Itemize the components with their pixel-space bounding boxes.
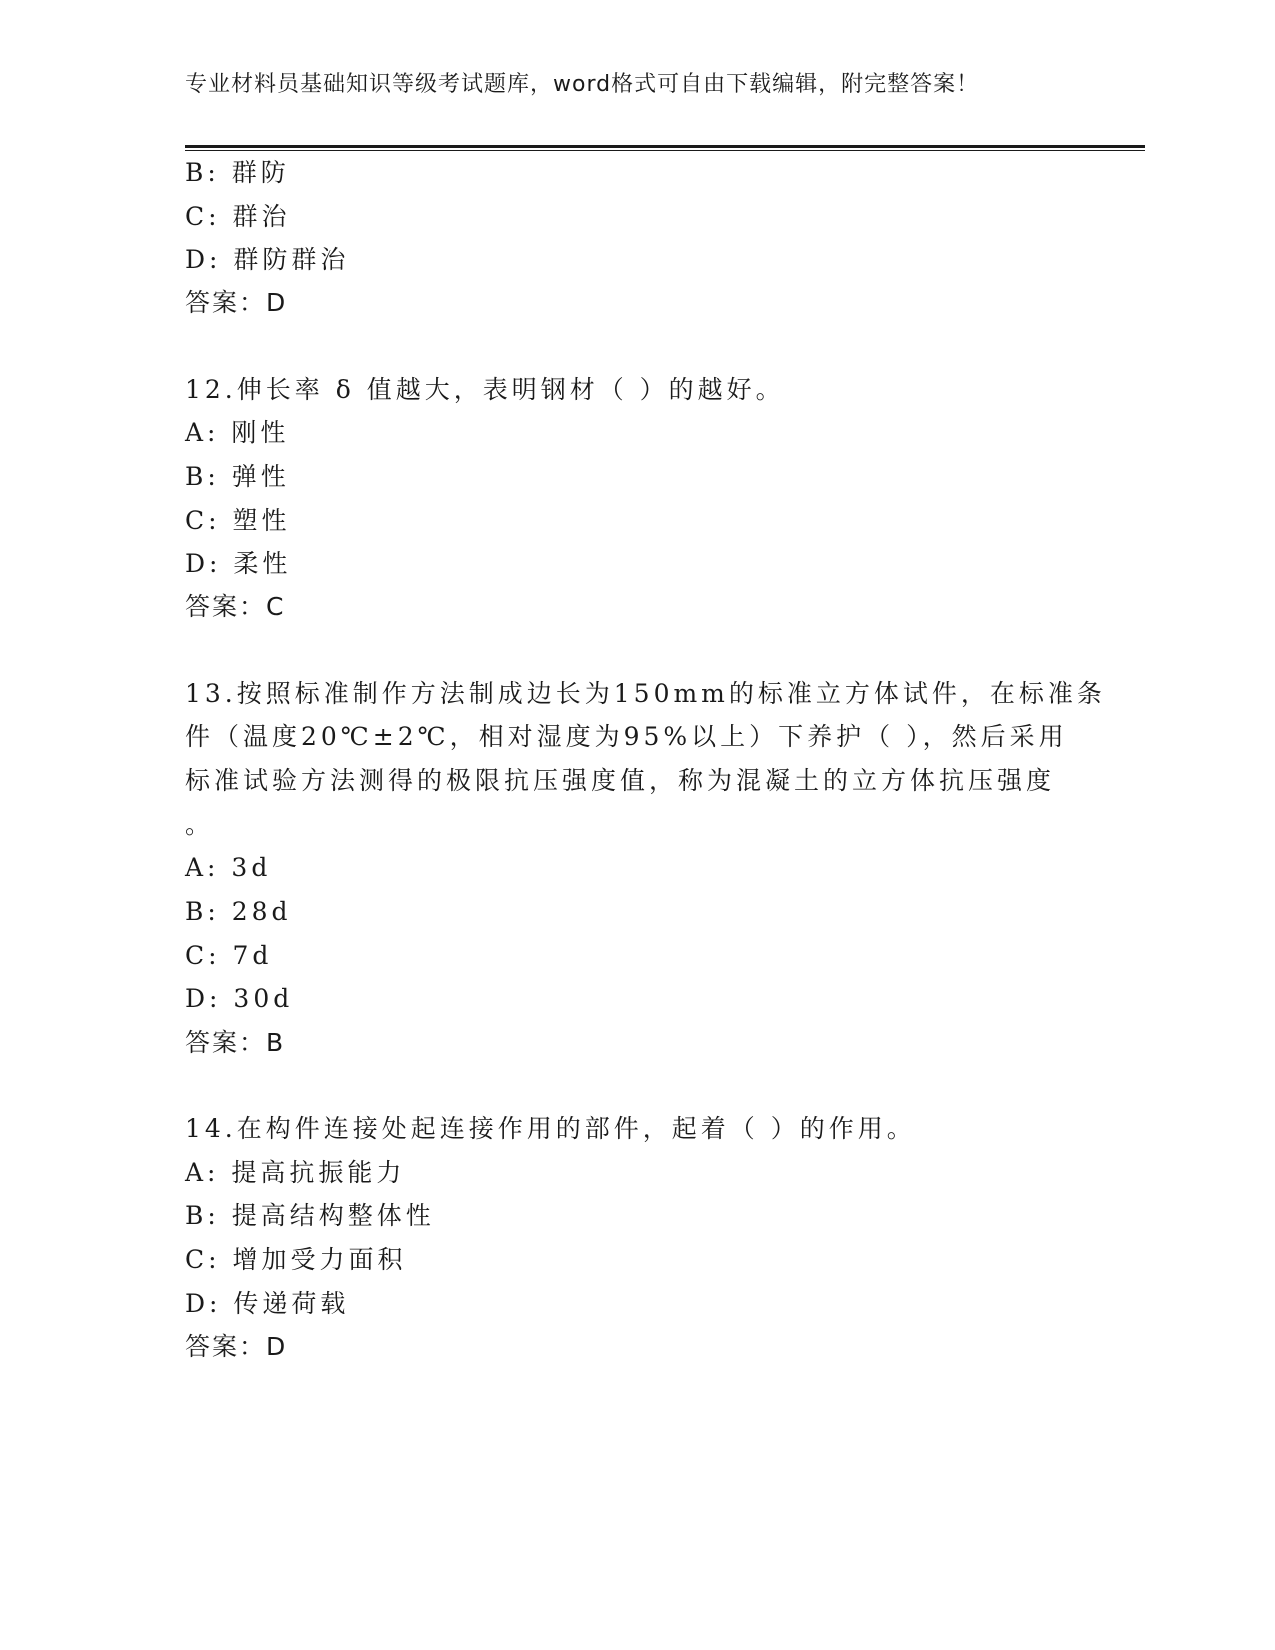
option-line: A: 刚性 bbox=[185, 418, 290, 447]
answer-line: 答案：D bbox=[185, 1332, 288, 1361]
question-line: 。 bbox=[185, 810, 215, 839]
header-rule bbox=[185, 145, 1145, 151]
option-line: B: 28d bbox=[185, 897, 292, 926]
option-line: C: 塑性 bbox=[185, 506, 291, 535]
option-line: B: 群防 bbox=[185, 158, 290, 187]
option-line: C: 7d bbox=[185, 941, 273, 970]
option-line: A: 3d bbox=[185, 853, 272, 882]
option-line: B: 弹性 bbox=[185, 462, 290, 491]
question-line: 件（温度20℃±2℃，相对湿度为95%以上）下养护（ ），然后采用 bbox=[185, 722, 1068, 751]
option-line: A: 提高抗振能力 bbox=[185, 1158, 406, 1187]
option-line: C: 增加受力面积 bbox=[185, 1245, 407, 1274]
answer-line: 答案：C bbox=[185, 592, 286, 621]
question-line: 标准试验方法测得的极限抗压强度值，称为混凝土的立方体抗压强度 bbox=[185, 766, 1056, 795]
option-line: D: 传递荷载 bbox=[185, 1289, 350, 1318]
question-line: 13.按照标准制作方法制成边长为150mm的标准立方体试件，在标准条 bbox=[185, 679, 1106, 708]
option-line: D: 柔性 bbox=[185, 549, 292, 578]
answer-line: 答案：B bbox=[185, 1028, 286, 1057]
question-line: 12.伸长率 δ 值越大，表明钢材（ ）的越好。 bbox=[185, 375, 785, 404]
page-header: 专业材料员基础知识等级考试题库，word格式可自由下载编辑，附完整答案！ bbox=[185, 72, 980, 97]
option-line: D: 30d bbox=[185, 984, 294, 1013]
option-line: C: 群治 bbox=[185, 202, 291, 231]
answer-line: 答案：D bbox=[185, 288, 288, 317]
question-line: 14.在构件连接处起连接作用的部件，起着（ ）的作用。 bbox=[185, 1114, 916, 1143]
option-line: B: 提高结构整体性 bbox=[185, 1201, 435, 1230]
option-line: D: 群防群治 bbox=[185, 245, 350, 274]
